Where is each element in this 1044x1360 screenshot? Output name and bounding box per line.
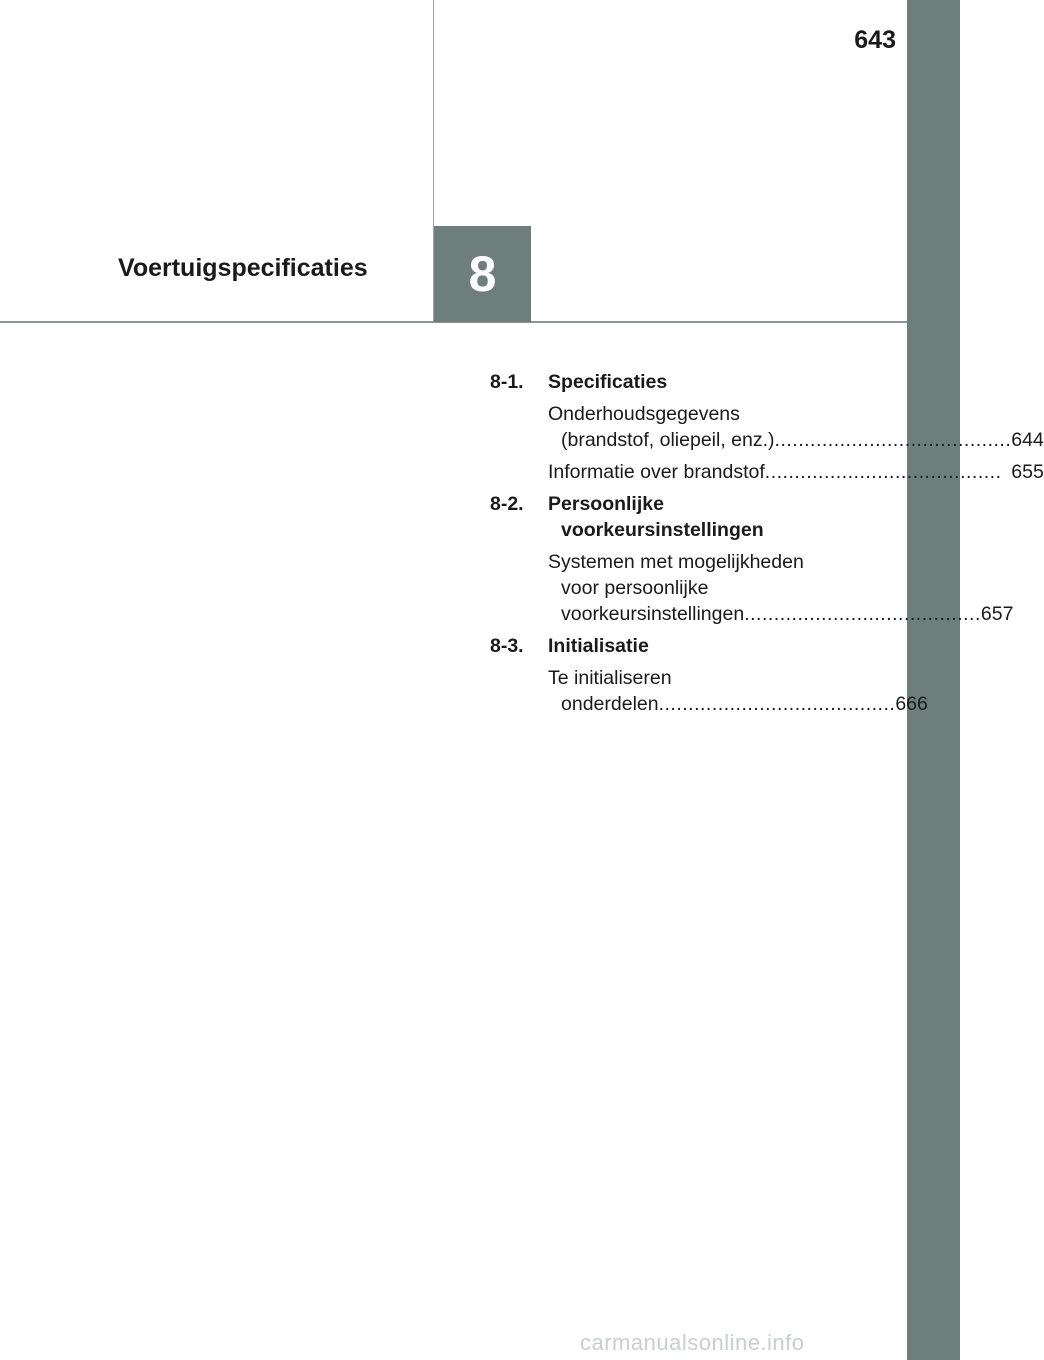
section-title-line: voorkeursinstellingen	[561, 519, 764, 541]
entry-page: 644	[1011, 429, 1044, 451]
entry-page: 666	[895, 693, 928, 715]
toc-entry-systemen[interactable]	[548, 549, 1013, 627]
entry-text: onderdelen	[561, 693, 659, 715]
section-title[interactable]	[548, 491, 1013, 543]
chapter-title: Voertuigspecificaties	[118, 254, 368, 282]
entry-page: 657	[980, 603, 1014, 625]
toc-section-8-2	[490, 491, 1014, 627]
section-title[interactable]	[548, 633, 928, 659]
entry-text: Informatie over brandstof	[548, 461, 765, 483]
section-title[interactable]	[548, 369, 1044, 395]
entry-text: (brandstof, oliepeil, enz.)	[561, 429, 775, 451]
chapter-number-box: 8	[434, 226, 531, 322]
dot-leader: ........................................	[744, 603, 981, 625]
toc-entry-onderhoudsgegevens[interactable]	[548, 401, 1044, 453]
dot-leader: ........................................	[764, 461, 1002, 483]
entry-text: Onderhoudsgegevens	[548, 403, 740, 425]
dot-leader: ........................................	[774, 429, 1012, 451]
section-number: 8-3.	[490, 635, 524, 657]
table-of-contents	[490, 369, 1044, 723]
toc-section-8-3	[490, 633, 928, 717]
watermark: carmanualsonline.info	[580, 1330, 805, 1355]
section-title-line: Initialisatie	[548, 635, 649, 657]
toc-entry-brandstof[interactable]	[548, 459, 1044, 485]
toc-section-8-1	[490, 369, 1044, 485]
entry-text: Te initialiseren	[548, 667, 672, 689]
dot-leader: ........................................	[658, 693, 896, 715]
entry-text: voor persoonlijke	[561, 577, 709, 599]
entry-page: 655	[1011, 461, 1044, 483]
toc-entry-initialiseren[interactable]	[548, 665, 928, 717]
entry-text: Systemen met mogelijkheden	[548, 551, 804, 573]
section-number: 8-2.	[490, 493, 524, 515]
section-title-line: Persoonlijke	[548, 493, 664, 515]
entry-text: voorkeursinstellingen	[561, 603, 745, 625]
section-title-line: Specificaties	[548, 371, 668, 393]
page-number: 643	[854, 26, 896, 54]
section-number: 8-1.	[490, 371, 524, 393]
